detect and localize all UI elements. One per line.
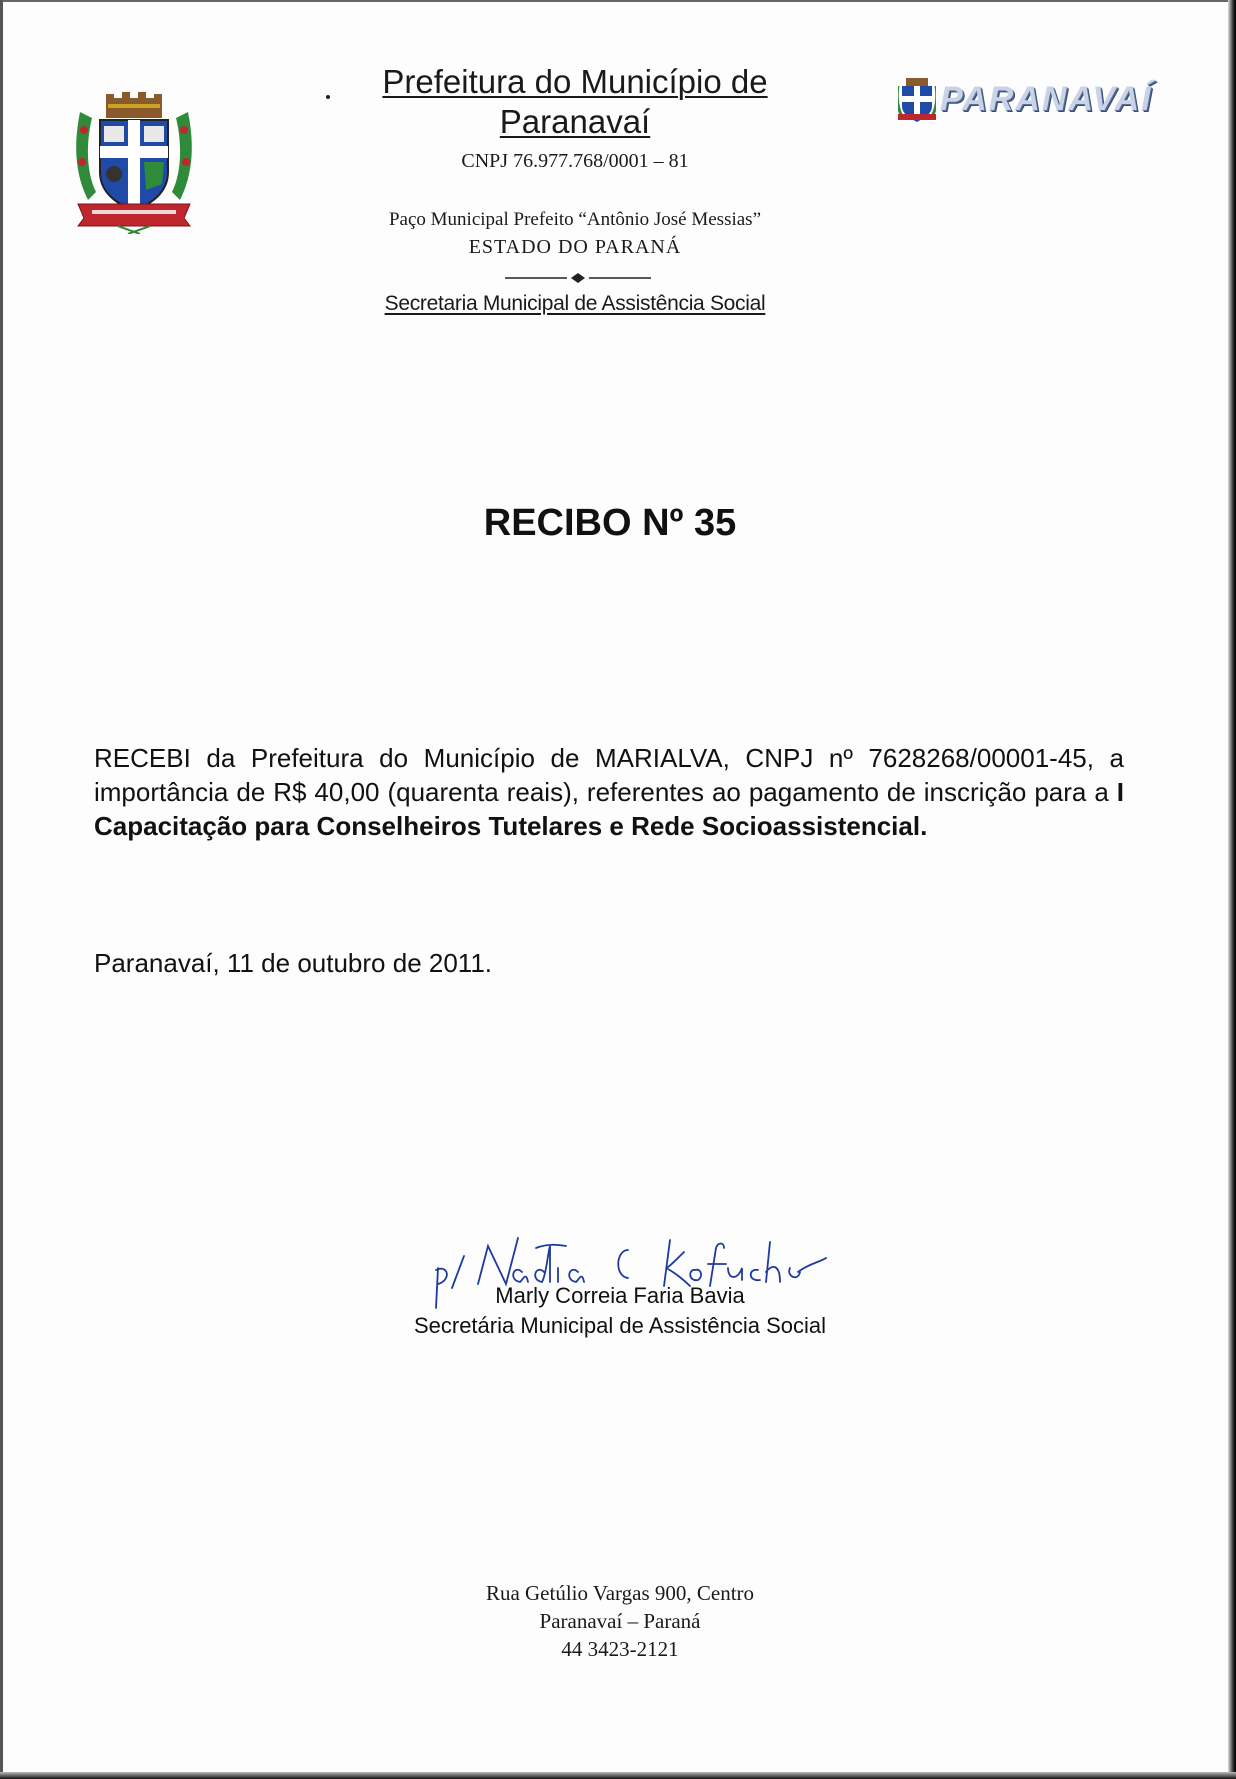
municipality-title (340, 62, 810, 142)
receipt-body (94, 741, 1124, 843)
signer-name: Marly Correia Faria Bavia (495, 1283, 745, 1308)
scan-edge-right (1228, 0, 1236, 1779)
paco-municipal: Paço Municipal Prefeito “Antônio José Messias” (388, 209, 761, 230)
estado-label: ESTADO DO PARANÁ (468, 236, 682, 258)
paranavai-brand-logo (898, 76, 1153, 126)
title-line2: Paranavaí (499, 103, 651, 140)
footer-address: Rua Getúlio Vargas 900, Centro (485, 1581, 755, 1605)
receipt-date: Paranavaí, 11 de outubro de 2011. (94, 948, 493, 978)
scan-edge-bottom (0, 1772, 1236, 1779)
receipt-body-text: RECEBI da Prefeitura do Município de MARIALVA, CNPJ nº 7628268/00001-45, a importância de R$ 40,00 (quarenta reais), referentes ao pagamento de inscrição para a (94, 743, 1124, 807)
divider-ornament-icon (505, 272, 651, 284)
brand-logo-text: PARANAVAÍ (940, 80, 1153, 118)
receipt-title: RECIBO Nº 35 (483, 502, 737, 544)
receipt-body-bold: I Capacitação para Conselheiros Tutelares e Rede Socioassistencial. (94, 777, 1124, 841)
coat-of-arms-icon (74, 92, 194, 234)
municipality-cnpj: CNPJ 76.977.768/0001 – 81 (461, 150, 689, 172)
mini-coat-icon (898, 78, 936, 122)
title-line1: Prefeitura do Município de (382, 63, 768, 100)
scan-edge-top (0, 0, 1236, 2)
scan-edge-left (0, 0, 3, 1779)
footer-city: Paranavaí – Paraná (539, 1609, 701, 1633)
header-dot (326, 95, 330, 99)
secretaria-header: Secretaria Municipal de Assistência Social (384, 292, 766, 315)
signer-role: Secretária Municipal de Assistência Social (413, 1313, 827, 1338)
footer-phone: 44 3423-2121 (561, 1637, 679, 1661)
footer-address-block (300, 1579, 940, 1663)
